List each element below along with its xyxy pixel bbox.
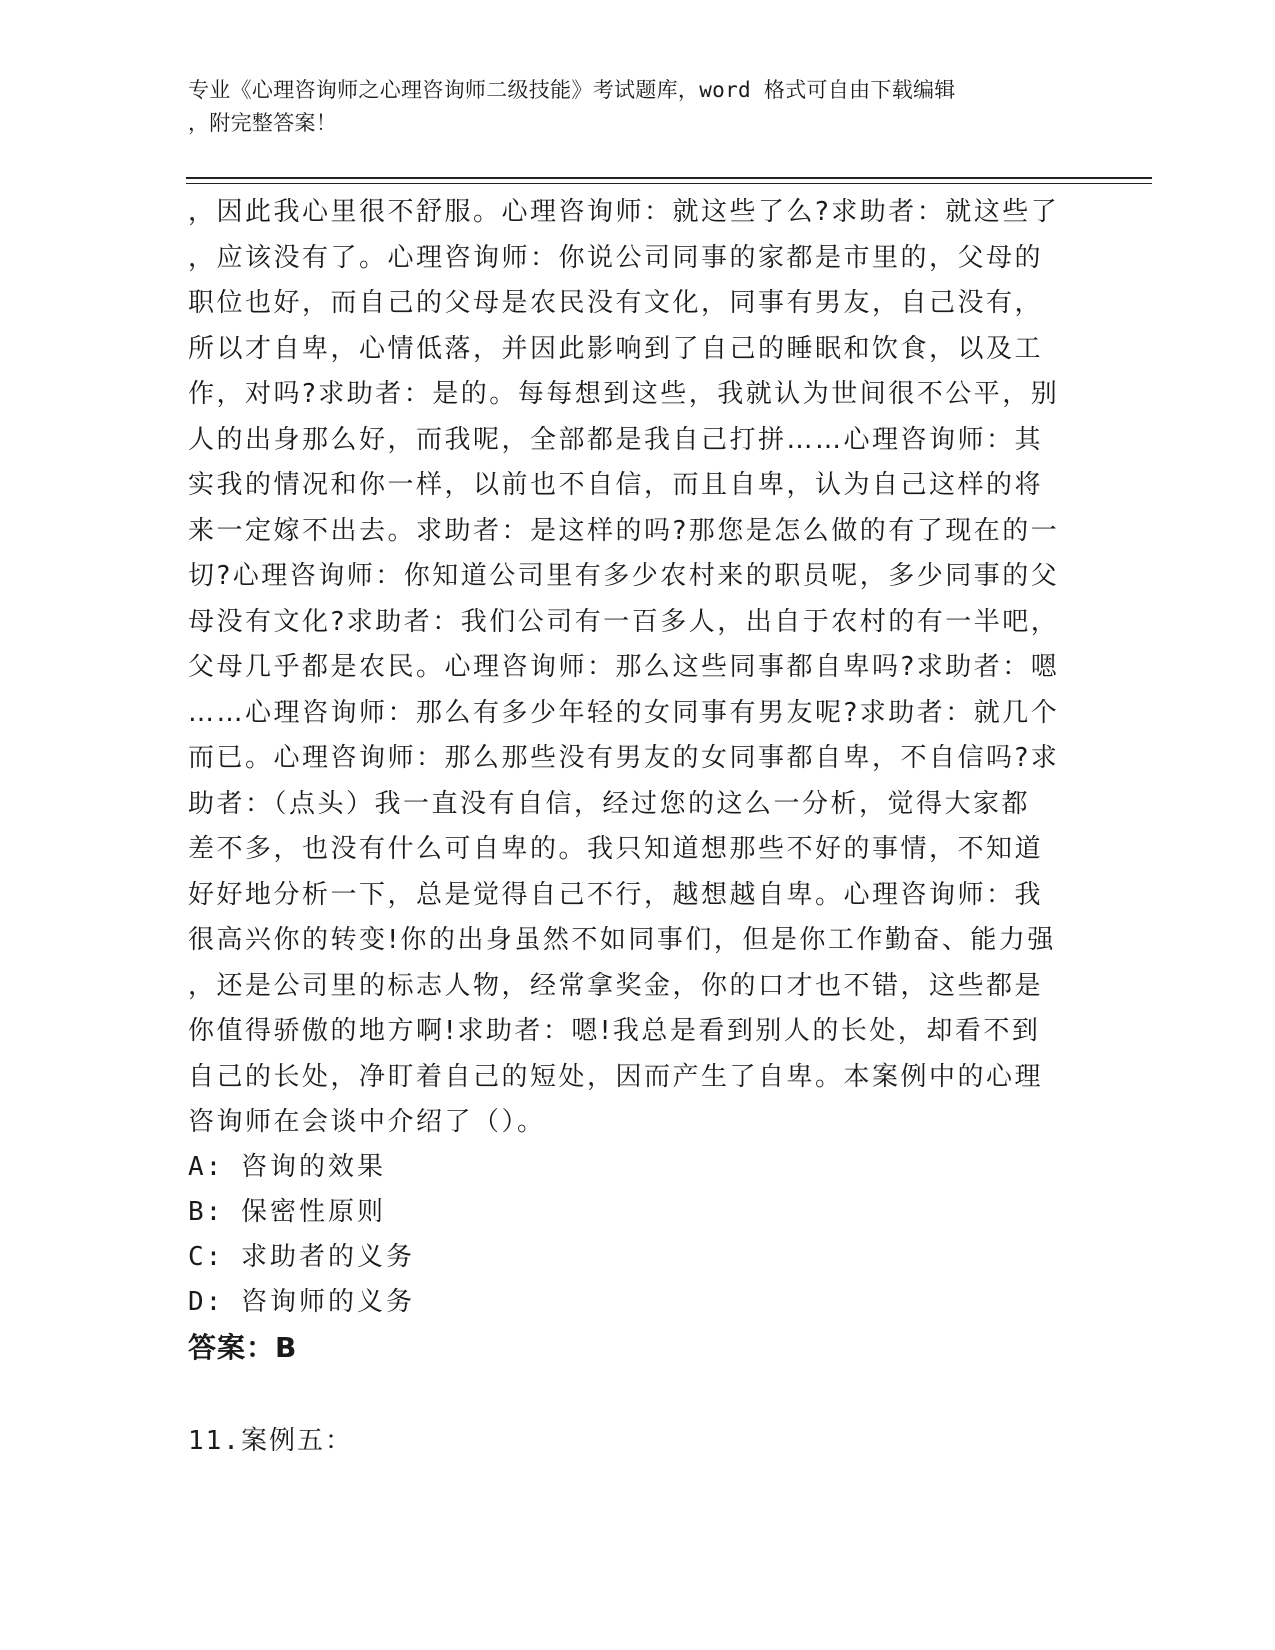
stem-line: ，因此我心里很不舒服。心理咨询师：就这些了么?求助者：就这些了 xyxy=(188,197,1060,227)
option-c xyxy=(188,1235,415,1280)
next-question-heading: 11.案例五： xyxy=(188,1426,353,1456)
option-key: A: xyxy=(188,1152,224,1182)
stem-line: 母没有文化?求助者：我们公司有一百多人，出自于农村的有一半吧， xyxy=(188,606,1060,637)
stem-line: 差不多，也没有什么可自卑的。我只知道想那些不好的事情，不知道 xyxy=(188,834,1044,864)
stem-line: 人的出身那么好，而我呢，全部都是我自己打拼……心理咨询师：其 xyxy=(188,424,1044,455)
option-d xyxy=(188,1280,415,1325)
header-line: 专业《心理咨询师之心理咨询师二级技能》考试题库，word 格式可自由下载编辑 xyxy=(188,78,956,102)
header-rule-thin xyxy=(186,183,1152,184)
stem-line: ……心理咨询师：那么有多少年轻的女同事有男友呢?求助者：就几个 xyxy=(188,697,1060,728)
option-text: 咨询师的义务 xyxy=(240,1287,415,1317)
stem-line: ，应该没有了。心理咨询师：你说公司同事的家都是市里的，父母的 xyxy=(188,242,1044,273)
option-key: B: xyxy=(188,1197,224,1227)
option-key: D: xyxy=(188,1287,224,1317)
header-line: ，附完整答案！ xyxy=(188,111,338,135)
stem-line: 来一定嫁不出去。求助者：是这样的吗?那您是怎么做的有了现在的一 xyxy=(188,515,1060,546)
option-text: 求助者的义务 xyxy=(240,1242,415,1272)
stem-line: 助者：（点头）我一直没有自信，经过您的这么一分析，觉得大家都 xyxy=(188,788,1031,819)
stem-line: 父母几乎都是农民。心理咨询师：那么这些同事都自卑吗?求助者：嗯 xyxy=(188,652,1060,682)
option-text: 保密性原则 xyxy=(240,1197,386,1227)
answer-label: 答案：B xyxy=(188,1331,298,1364)
stem-line: ，还是公司里的标志人物，经常拿奖金，你的口才也不错，这些都是 xyxy=(188,970,1044,1001)
option-b xyxy=(188,1190,415,1235)
stem-line: 咨询师在会谈中介绍了（）。 xyxy=(188,1107,546,1137)
stem-line: 你值得骄傲的地方啊!求助者：嗯!我总是看到别人的长处，却看不到 xyxy=(188,1016,1041,1046)
stem-line: 作，对吗?求助者：是的。每每想到这些，我就认为世间很不公平，别 xyxy=(188,379,1060,409)
stem-line: 很高兴你的转变!你的出身虽然不如同事们，但是你工作勤奋、能力强 xyxy=(188,925,1056,955)
header-rule-thick xyxy=(186,177,1152,179)
stem-line: 职位也好，而自己的父母是农民没有文化，同事有男友，自己没有， xyxy=(188,288,1044,318)
option-text: 咨询的效果 xyxy=(240,1152,386,1182)
document-header xyxy=(188,74,1068,140)
stem-line: 好好地分析一下，总是觉得自己不行，越想越自卑。心理咨询师：我 xyxy=(188,879,1044,910)
stem-line: 而已。心理咨询师：那么那些没有男友的女同事都自卑，不自信吗?求 xyxy=(188,743,1060,773)
stem-line: 实我的情况和你一样，以前也不自信，而且自卑，认为自己这样的将 xyxy=(188,470,1044,500)
stem-line: 自己的长处，净盯着自己的短处，因而产生了自卑。本案例中的心理 xyxy=(188,1061,1044,1092)
option-a xyxy=(188,1145,415,1190)
stem-line: 所以才自卑，心情低落，并因此影响到了自己的睡眠和饮食，以及工 xyxy=(188,333,1044,364)
question-stem xyxy=(188,190,1088,1146)
answer-options xyxy=(188,1145,415,1325)
stem-line: 切?心理咨询师：你知道公司里有多少农村来的职员呢，多少同事的父 xyxy=(188,561,1060,591)
option-key: C: xyxy=(188,1242,224,1272)
